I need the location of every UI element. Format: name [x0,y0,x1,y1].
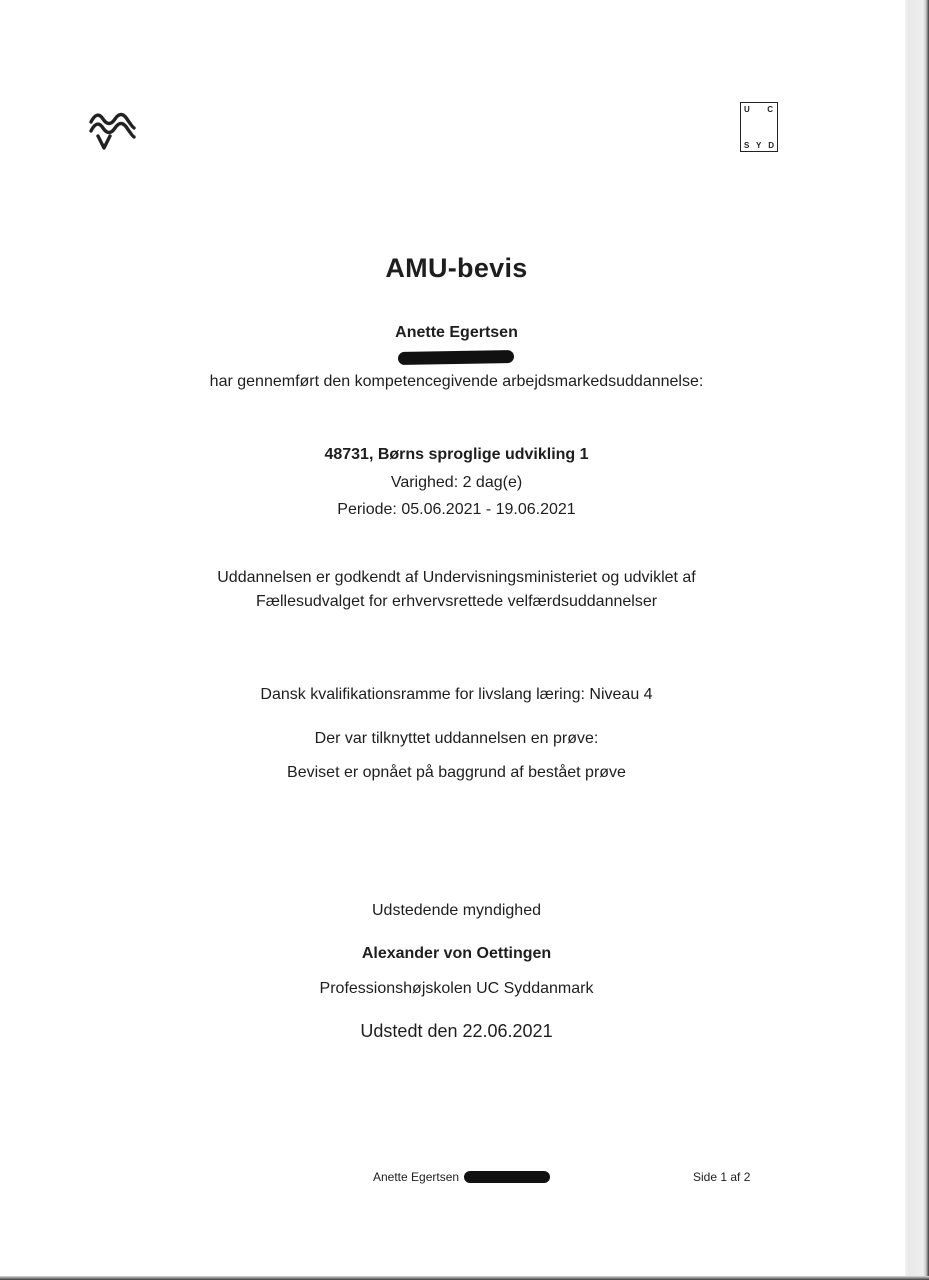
issue-date: Udstedt den 22.06.2021 [360,1021,553,1041]
certificate-title: AMU-bevis [385,253,528,283]
scan-page-edge [905,0,929,1280]
logo-letter: U [744,105,750,114]
logo-letter: C [767,105,773,114]
approval-text-line1: Uddannelsen er godkendt af Undervisningsministeriet og udviklet af [217,569,696,586]
exam-result: Beviset er opnået på baggrund af bestået prøve [287,764,626,781]
logo-letter: D [768,141,774,150]
redaction-bar [398,350,514,365]
qualification-level: Dansk kvalifikationsramme for livslang læring: Niveau 4 [260,686,653,703]
issuer-label: Udstedende myndighed [371,902,541,919]
course-period: Periode: 05.06.2021 - 19.06.2021 [337,501,576,518]
uc-syd-logo [740,102,778,152]
issuer-name: Alexander von Oettingen [361,945,552,962]
footer-name: Anette Egertsen [373,1170,460,1184]
footer-redaction-bar [464,1171,550,1183]
approval-text-line2: Fællesudvalget for erhvervsrettede velfærdsuddannelser [255,593,658,610]
scan-bottom-edge [0,1276,929,1280]
logo-letter: Y [756,141,762,150]
issuer-organization: Professionshøjskolen UC Syddanmark [319,980,594,997]
page-number: Side 1 af 2 [693,1170,751,1184]
exam-note: Der var tilknyttet uddannelsen en prøve: [314,730,599,747]
recipient-name: Anette Egertsen [395,324,518,341]
completed-text: har gennemført den kompetencegivende arbejdsmarkedsuddannelse: [209,373,704,390]
logo-letter: S [744,141,750,150]
course-title: 48731, Børns sproglige udvikling 1 [324,446,589,463]
wave-logo-icon [88,108,136,152]
course-duration: Varighed: 2 dag(e) [390,474,523,491]
